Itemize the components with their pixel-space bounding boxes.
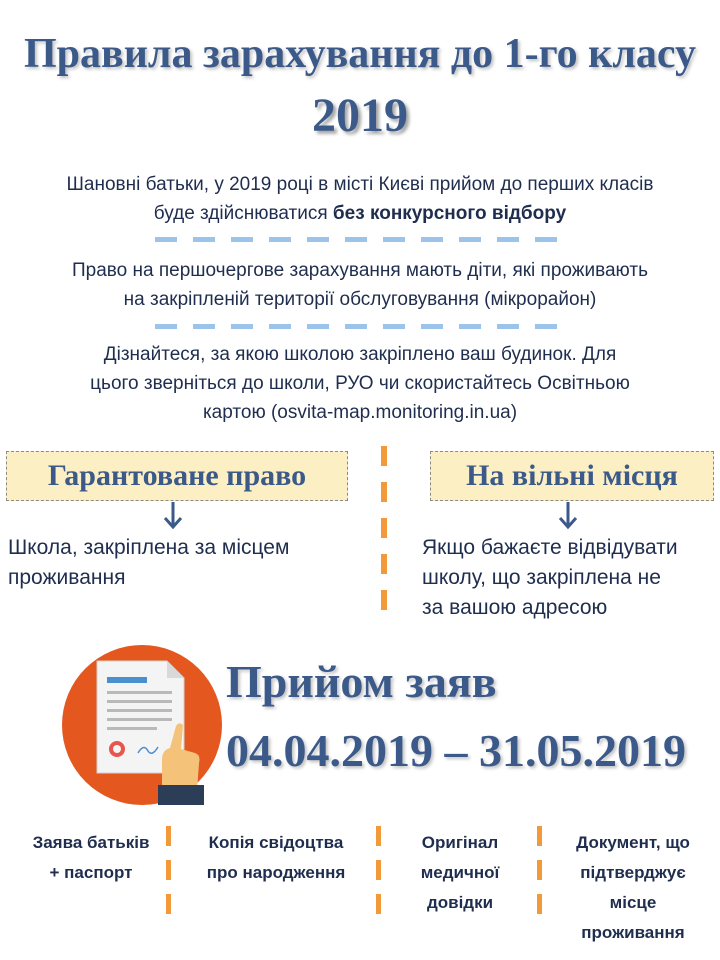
document-line: Документ, що bbox=[576, 833, 690, 852]
dashed-divider bbox=[155, 237, 565, 242]
document-line: підтверджує bbox=[580, 863, 686, 882]
document-line: Копія свідоцтва bbox=[208, 833, 344, 852]
orange-dashed-divider bbox=[376, 826, 381, 922]
document-line: довідки bbox=[426, 893, 494, 912]
lookup-paragraph bbox=[0, 340, 720, 427]
free-desc-line-2: школу, що закріплена не bbox=[422, 566, 661, 589]
document-line: проживання bbox=[581, 923, 685, 942]
document-line: місце bbox=[609, 893, 657, 912]
lookup-line-3: картою (osvita-map.monitoring.in.ua) bbox=[202, 402, 518, 423]
document-line: Заява батьків bbox=[32, 833, 150, 852]
applications-dates: 04.04.2019 – 31.05.2019 bbox=[226, 725, 686, 776]
free-desc-line-3: за вашою адресою bbox=[422, 596, 608, 619]
applications-title: Прийом заяв bbox=[226, 656, 497, 707]
document-line: + паспорт bbox=[49, 863, 133, 882]
document-line: Оригінал bbox=[421, 833, 499, 852]
intro-line-2 bbox=[0, 199, 720, 228]
guaranteed-desc-line-1: Школа, закріплена за місцем bbox=[8, 536, 290, 559]
document-line: медичної bbox=[420, 863, 500, 882]
orange-dashed-divider bbox=[166, 826, 171, 922]
document-item bbox=[548, 828, 718, 948]
guaranteed-desc-line-2: проживання bbox=[8, 566, 126, 589]
document-line: про народження bbox=[206, 863, 346, 882]
guaranteed-right-tag: Гарантоване право bbox=[6, 451, 348, 501]
intro-line-1: Шановні батьки, у 2019 році в місті Києві прийом до перших класів bbox=[66, 174, 654, 195]
document-item bbox=[388, 828, 532, 918]
priority-line-2: на закріпленій території обслуговування (мікрорайон) bbox=[123, 289, 597, 310]
orange-dashed-divider bbox=[537, 826, 542, 922]
document-signing-icon bbox=[62, 645, 222, 805]
priority-paragraph bbox=[0, 256, 720, 314]
free-desc-line-1: Якщо бажаєте відвідувати bbox=[422, 536, 678, 559]
priority-line-1: Право на першочергове зарахування мають діти, які проживають bbox=[72, 260, 648, 281]
document-item bbox=[12, 828, 170, 888]
lookup-line-1: Дізнайтеся, за якою школою закріплено ваш будинок. Для bbox=[103, 344, 617, 365]
intro-highlight: без конкурсного відбору bbox=[332, 203, 567, 224]
arrow-down-icon bbox=[162, 500, 184, 530]
lookup-line-2: цього зверніться до школи, РУО чи скористайтесь Освітньою bbox=[90, 373, 630, 394]
document-item bbox=[178, 828, 374, 888]
page-title: Правила зарахування до 1-го класу bbox=[23, 31, 697, 77]
intro-paragraph bbox=[0, 170, 720, 228]
page-year: 2019 bbox=[312, 89, 408, 142]
intro-line-2-prefix: буде здійснюватися bbox=[153, 203, 333, 224]
free-places-tag: На вільні місця bbox=[430, 451, 714, 501]
vertical-dashed-divider bbox=[381, 446, 387, 626]
guaranteed-right-description bbox=[8, 533, 368, 593]
arrow-down-icon bbox=[557, 500, 579, 530]
dashed-divider bbox=[155, 324, 565, 329]
free-places-description bbox=[422, 533, 720, 623]
